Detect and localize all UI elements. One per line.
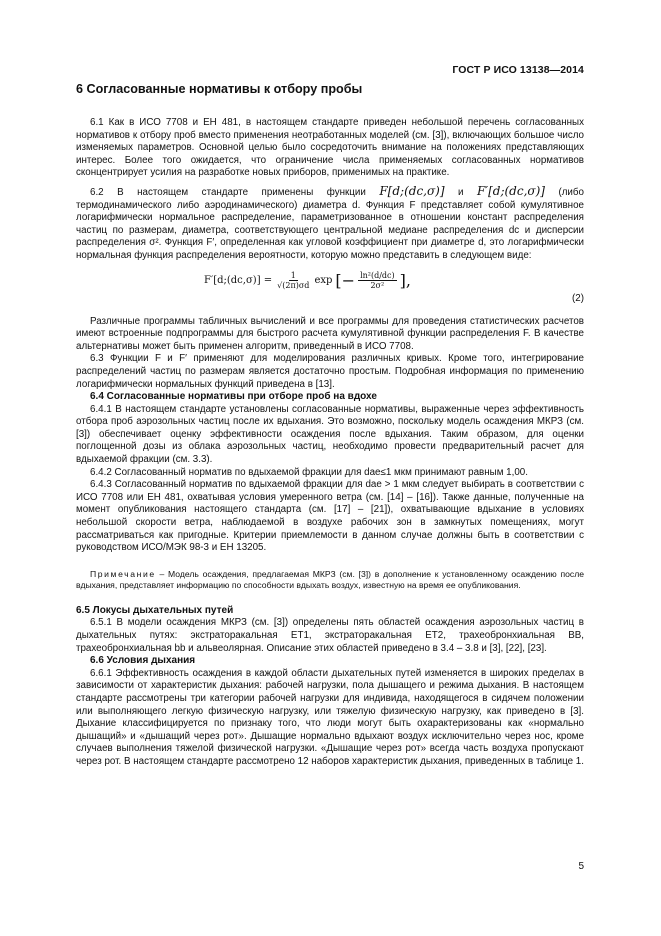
- formula-exp-denominator: 2σ²: [370, 280, 385, 290]
- equation-number: (2): [572, 292, 584, 304]
- standard-header: ГОСТ Р ИСО 13138—2014: [452, 64, 584, 76]
- paragraph-6-2-body: (либо термодинамического либо аэродинамического) диаметра d. Функция F представляет собой кумулятивное логарифмически нормальное распределение, параметризованное в отношении констант распределения частиц по размерам, диаметра, соответствующего центральной медиане распределения dc и дисперсии распределения σ². Функция F′, определенная как угловой коэффициент при диаметре d, это логарифмически нормальная функция распределения вероятности, которую можно представить в следующем виде:: [76, 186, 584, 261]
- paragraph-6-2: [76, 185, 584, 263]
- formula-lhs: F′[d;(dc,σ)] =: [204, 274, 273, 286]
- paragraph-6-6-1: 6.6.1 Эффективность осаждения в каждой области дыхательных путей изменяется в широких пределах в зависимости от характеристик дыхания: рабочей нагрузки, пола дышащего и режима дыхания. В настоящем стандарте рассмотрены три категории рабочей нагрузки для индивида, находящегося в сидячем положении или выполняющего легкую физическую нагрузку, или тяжелую физическую нагрузку, как приведено в [3]. Дыхание классифицируется по признаку того, что люди могут быть охарактеризованы как «нормально дышащий» и «дышащий через рот». Дышащие нормально вдыхают воздух исключительно через нос, кроме случаев выполнения тяжелой физической нагрузки. «Дышащие через рот» всегда часть воздуха пропускают через рот. В настоящем стандарте рассмотрено 12 наборов характеристик дыхания, приведенных в таблице 1.: [76, 667, 584, 767]
- formula-exp-fraction: [358, 271, 397, 290]
- formula-bracket-close: ],: [399, 270, 411, 290]
- function-f-prime: F′[d;(dc,σ)]: [477, 183, 545, 198]
- page-content: [76, 82, 584, 769]
- paragraph-6-4-1: 6.4.1 В настоящем стандарте установлены согласованные нормативы, выраженные через эффективность отбора проб аэрозольных частиц после их вдыхания. Это возможно, поскольку модель осаждения МКРЗ (см. [3]) обеспечивает оценку эффективности осаждения после вдыхания. Таким образом, для оценки поглощенной дозы из облака аэрозольных частиц, необходимо провести предварительный расчет для вдыхаемой фракции (см. 3.3).: [76, 403, 584, 466]
- section-6-5-title: 6.5 Локусы дыхательных путей: [76, 604, 234, 616]
- paragraph-6-4-3: 6.4.3 Согласованный норматив по вдыхаемой фракции для dae > 1 мкм следует выбирать в соответствии с ИСО 7708 или ЕН 481, охватывая условия умеренного ветра (см. [14] – [16]). Также данные, полученные на момент опубликования настоящего стандарта (см. [17] – [21]), охватывающие вдыхание в условиях небольшой скорости ветра, наблюдаемой в воздухе рабочих зон в замкнутых помещениях, могут рассматриваться как пригодные. Критерии приемлемости в данном случае должны быть в соответствии с руководством ИСО/МЭК 98-3 и ЕН 13205.: [76, 479, 584, 554]
- formula-fraction: [275, 271, 311, 290]
- paragraph-6-2-intro: 6.2 В настоящем стандарте применены функции: [90, 186, 366, 198]
- paragraph-programs: Различные программы табличных вычислений и все программы для проведения статистических расчетов имеют встроенные подпрограммы для быстрого расчета кумулятивной функции распределения F. В качестве альтернативы может быть применен алгоритм, приведенный в ИСО 7708.: [76, 315, 584, 352]
- formula-exp-numerator: ln²(d/dc): [360, 270, 395, 280]
- note-label: Примечание: [90, 568, 156, 579]
- section-6-4-title: 6.4 Согласованные нормативы при отборе проб на вдохе: [90, 391, 377, 403]
- formula-block: [76, 267, 584, 311]
- paragraph-6-1: 6.1 Как в ИСО 7708 и ЕН 481, в настоящем стандарте приведен небольшой перечень согласованных нормативов к отбору проб вместо применения неотработанных моделей (см. [3]), включающих большое число изменяемых параметров. Основной целью было сосредоточить внимание на положениях представляющих интерес. Более того ожидается, что ограничение числа применяемых согласованных нормативов сконцентрирует усилия на разработке новых приборов, применимых на практике.: [76, 117, 584, 179]
- paragraph-6-3: 6.3 Функции F и F′ применяют для моделирования различных кривых. Кроме того, интегрирование распределений частиц по размерам является достаточно простым. Подробная информация по применению логарифмически нормальных функций приведена в [13].: [76, 353, 584, 390]
- paragraph-6-5-1: 6.5.1 В модели осаждения МКРЗ (см. [3]) определены пять областей осаждения аэрозольных частиц в дыхательных путях: экстраторакальная ET1, экстраторакальная ET2, трахеобронхиальная BB, трахеобронхиальная bb и альвеолярная. Описание этих областей приведено в 3.4 – 3.8 и [3], [22], [23].: [76, 617, 584, 654]
- formula-2: [204, 271, 411, 290]
- formula-exp: exp: [314, 274, 333, 286]
- formula-denominator: √(2π)σd: [277, 280, 310, 290]
- note: [76, 569, 584, 591]
- note-text: – Модель осаждения, предлагаемая МКРЗ (см. [3]) в дополнение к установленному осаждению после вдыхания, представляет информацию по способности вдыхать воздух, известную на время ее опубликования.: [76, 568, 584, 590]
- page-number: 5: [578, 861, 584, 872]
- function-f: F[d;(dc,σ)]: [379, 183, 445, 198]
- formula-bracket-open: [−: [335, 270, 356, 290]
- paragraph-6-4-2: 6.4.2 Согласованный норматив по вдыхаемой фракции для dae≤1 мкм принимают равным 1,00.: [90, 466, 528, 478]
- section-6-title: 6 Согласованные нормативы к отбору пробы: [76, 82, 363, 96]
- paragraph-6-2-and: и: [458, 186, 464, 198]
- formula-numerator: 1: [290, 270, 296, 280]
- section-6-6-title: 6.6 Условия дыхания: [90, 655, 196, 667]
